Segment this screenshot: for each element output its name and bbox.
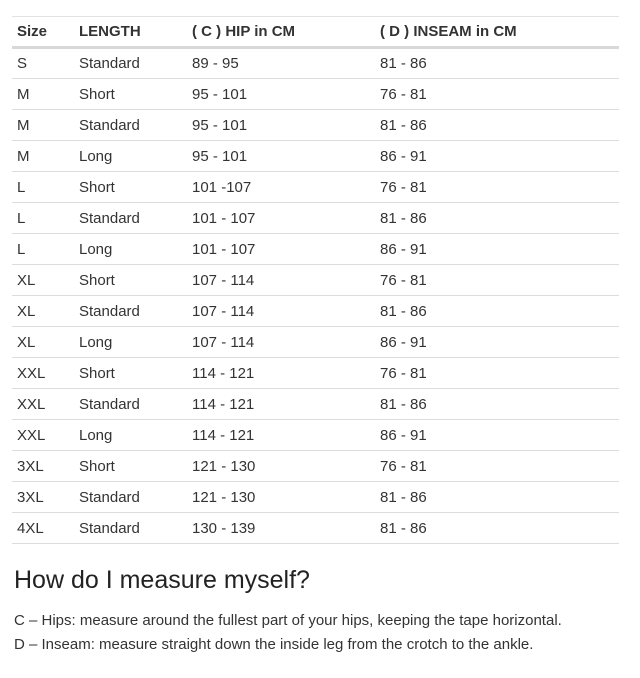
hip-instruction: C – Hips: measure around the fullest part of your hips, keeping the tape horizontal. bbox=[14, 612, 562, 629]
cell-hip: 121 - 130 bbox=[192, 488, 256, 506]
cell-length: Standard bbox=[79, 302, 140, 320]
table-row bbox=[12, 513, 619, 544]
cell-hip: 89 - 95 bbox=[192, 55, 239, 72]
cell-hip: 101 - 107 bbox=[192, 240, 256, 258]
table-row bbox=[12, 482, 619, 513]
table-row bbox=[12, 389, 619, 420]
cell-hip: 107 - 114 bbox=[192, 271, 255, 289]
cell-inseam: 76 - 81 bbox=[380, 364, 427, 382]
cell-size: XXL bbox=[17, 395, 46, 413]
table-body bbox=[12, 48, 619, 544]
cell-hip: 101 -107 bbox=[192, 178, 252, 196]
cell-length: Long bbox=[79, 426, 113, 444]
table-row bbox=[12, 420, 619, 451]
table-row bbox=[12, 358, 619, 389]
table-row bbox=[12, 234, 619, 265]
inseam-instruction: D – Inseam: measure straight down the inside leg from the crotch to the ankle. bbox=[14, 636, 534, 653]
table-row bbox=[12, 110, 619, 141]
cell-size: M bbox=[17, 116, 30, 134]
cell-size: XL bbox=[17, 271, 36, 289]
header-size: Size bbox=[17, 23, 48, 40]
cell-inseam: 81 - 86 bbox=[380, 209, 427, 227]
cell-hip: 121 - 130 bbox=[192, 457, 256, 475]
table-row bbox=[12, 141, 619, 172]
header-hip: ( C ) HIP in CM bbox=[192, 23, 296, 40]
cell-hip: 130 - 139 bbox=[192, 519, 256, 537]
cell-inseam: 86 - 91 bbox=[380, 333, 427, 351]
header-length: LENGTH bbox=[79, 23, 141, 40]
table-row bbox=[12, 172, 619, 203]
cell-size: XL bbox=[17, 302, 36, 320]
cell-inseam: 76 - 81 bbox=[380, 271, 427, 289]
cell-length: Long bbox=[79, 240, 113, 258]
cell-inseam: 76 - 81 bbox=[380, 178, 427, 196]
cell-inseam: 81 - 86 bbox=[380, 395, 427, 413]
cell-hip: 95 - 101 bbox=[192, 147, 248, 165]
cell-inseam: 86 - 91 bbox=[380, 147, 427, 165]
cell-hip: 101 - 107 bbox=[192, 209, 256, 227]
cell-length: Standard bbox=[79, 519, 140, 537]
cell-length: Standard bbox=[79, 116, 140, 134]
cell-inseam: 86 - 91 bbox=[380, 426, 427, 444]
cell-size: 3XL bbox=[17, 457, 44, 475]
cell-size: M bbox=[17, 147, 30, 165]
cell-length: Standard bbox=[79, 55, 140, 72]
cell-inseam: 76 - 81 bbox=[380, 85, 427, 103]
table-header bbox=[12, 17, 619, 48]
cell-length: Standard bbox=[79, 488, 140, 506]
table-row bbox=[12, 451, 619, 482]
measure-heading: How do I measure myself? bbox=[14, 566, 310, 594]
cell-size: L bbox=[17, 240, 26, 258]
cell-length: Short bbox=[79, 178, 115, 196]
table-row bbox=[12, 327, 619, 358]
cell-hip: 107 - 114 bbox=[192, 333, 255, 351]
cell-inseam: 86 - 91 bbox=[380, 240, 427, 258]
cell-length: Short bbox=[79, 271, 115, 289]
size-chart-table bbox=[12, 16, 619, 544]
header-row bbox=[12, 17, 619, 48]
cell-length: Short bbox=[79, 457, 115, 475]
table-row bbox=[12, 203, 619, 234]
cell-size: L bbox=[17, 209, 26, 227]
cell-length: Long bbox=[79, 147, 113, 165]
cell-inseam: 81 - 86 bbox=[380, 302, 427, 320]
header-inseam: ( D ) INSEAM in CM bbox=[380, 23, 517, 40]
cell-length: Standard bbox=[79, 395, 140, 413]
cell-hip: 114 - 121 bbox=[192, 364, 255, 382]
cell-size: M bbox=[17, 85, 30, 103]
cell-inseam: 81 - 86 bbox=[380, 519, 427, 537]
cell-size: L bbox=[17, 178, 26, 196]
cell-length: Long bbox=[79, 333, 113, 351]
table-row bbox=[12, 79, 619, 110]
cell-size: XXL bbox=[17, 426, 46, 444]
cell-size: 3XL bbox=[17, 488, 44, 506]
cell-size: S bbox=[17, 55, 28, 72]
cell-inseam: 81 - 86 bbox=[380, 116, 427, 134]
cell-hip: 95 - 101 bbox=[192, 85, 248, 103]
cell-length: Standard bbox=[79, 209, 140, 227]
cell-hip: 114 - 121 bbox=[192, 426, 255, 444]
cell-length: Short bbox=[79, 85, 115, 103]
table-row bbox=[12, 265, 619, 296]
cell-hip: 114 - 121 bbox=[192, 395, 255, 413]
cell-size: 4XL bbox=[17, 519, 44, 537]
cell-inseam: 81 - 86 bbox=[380, 488, 427, 506]
table-row bbox=[12, 48, 619, 79]
cell-size: XXL bbox=[17, 364, 46, 382]
cell-inseam: 76 - 81 bbox=[380, 457, 427, 475]
table-row bbox=[12, 296, 619, 327]
cell-length: Short bbox=[79, 364, 115, 382]
cell-hip: 107 - 114 bbox=[192, 302, 255, 320]
cell-inseam: 81 - 86 bbox=[380, 55, 427, 72]
size-chart-table-container bbox=[12, 16, 619, 544]
cell-size: XL bbox=[17, 333, 36, 351]
cell-hip: 95 - 101 bbox=[192, 116, 248, 134]
